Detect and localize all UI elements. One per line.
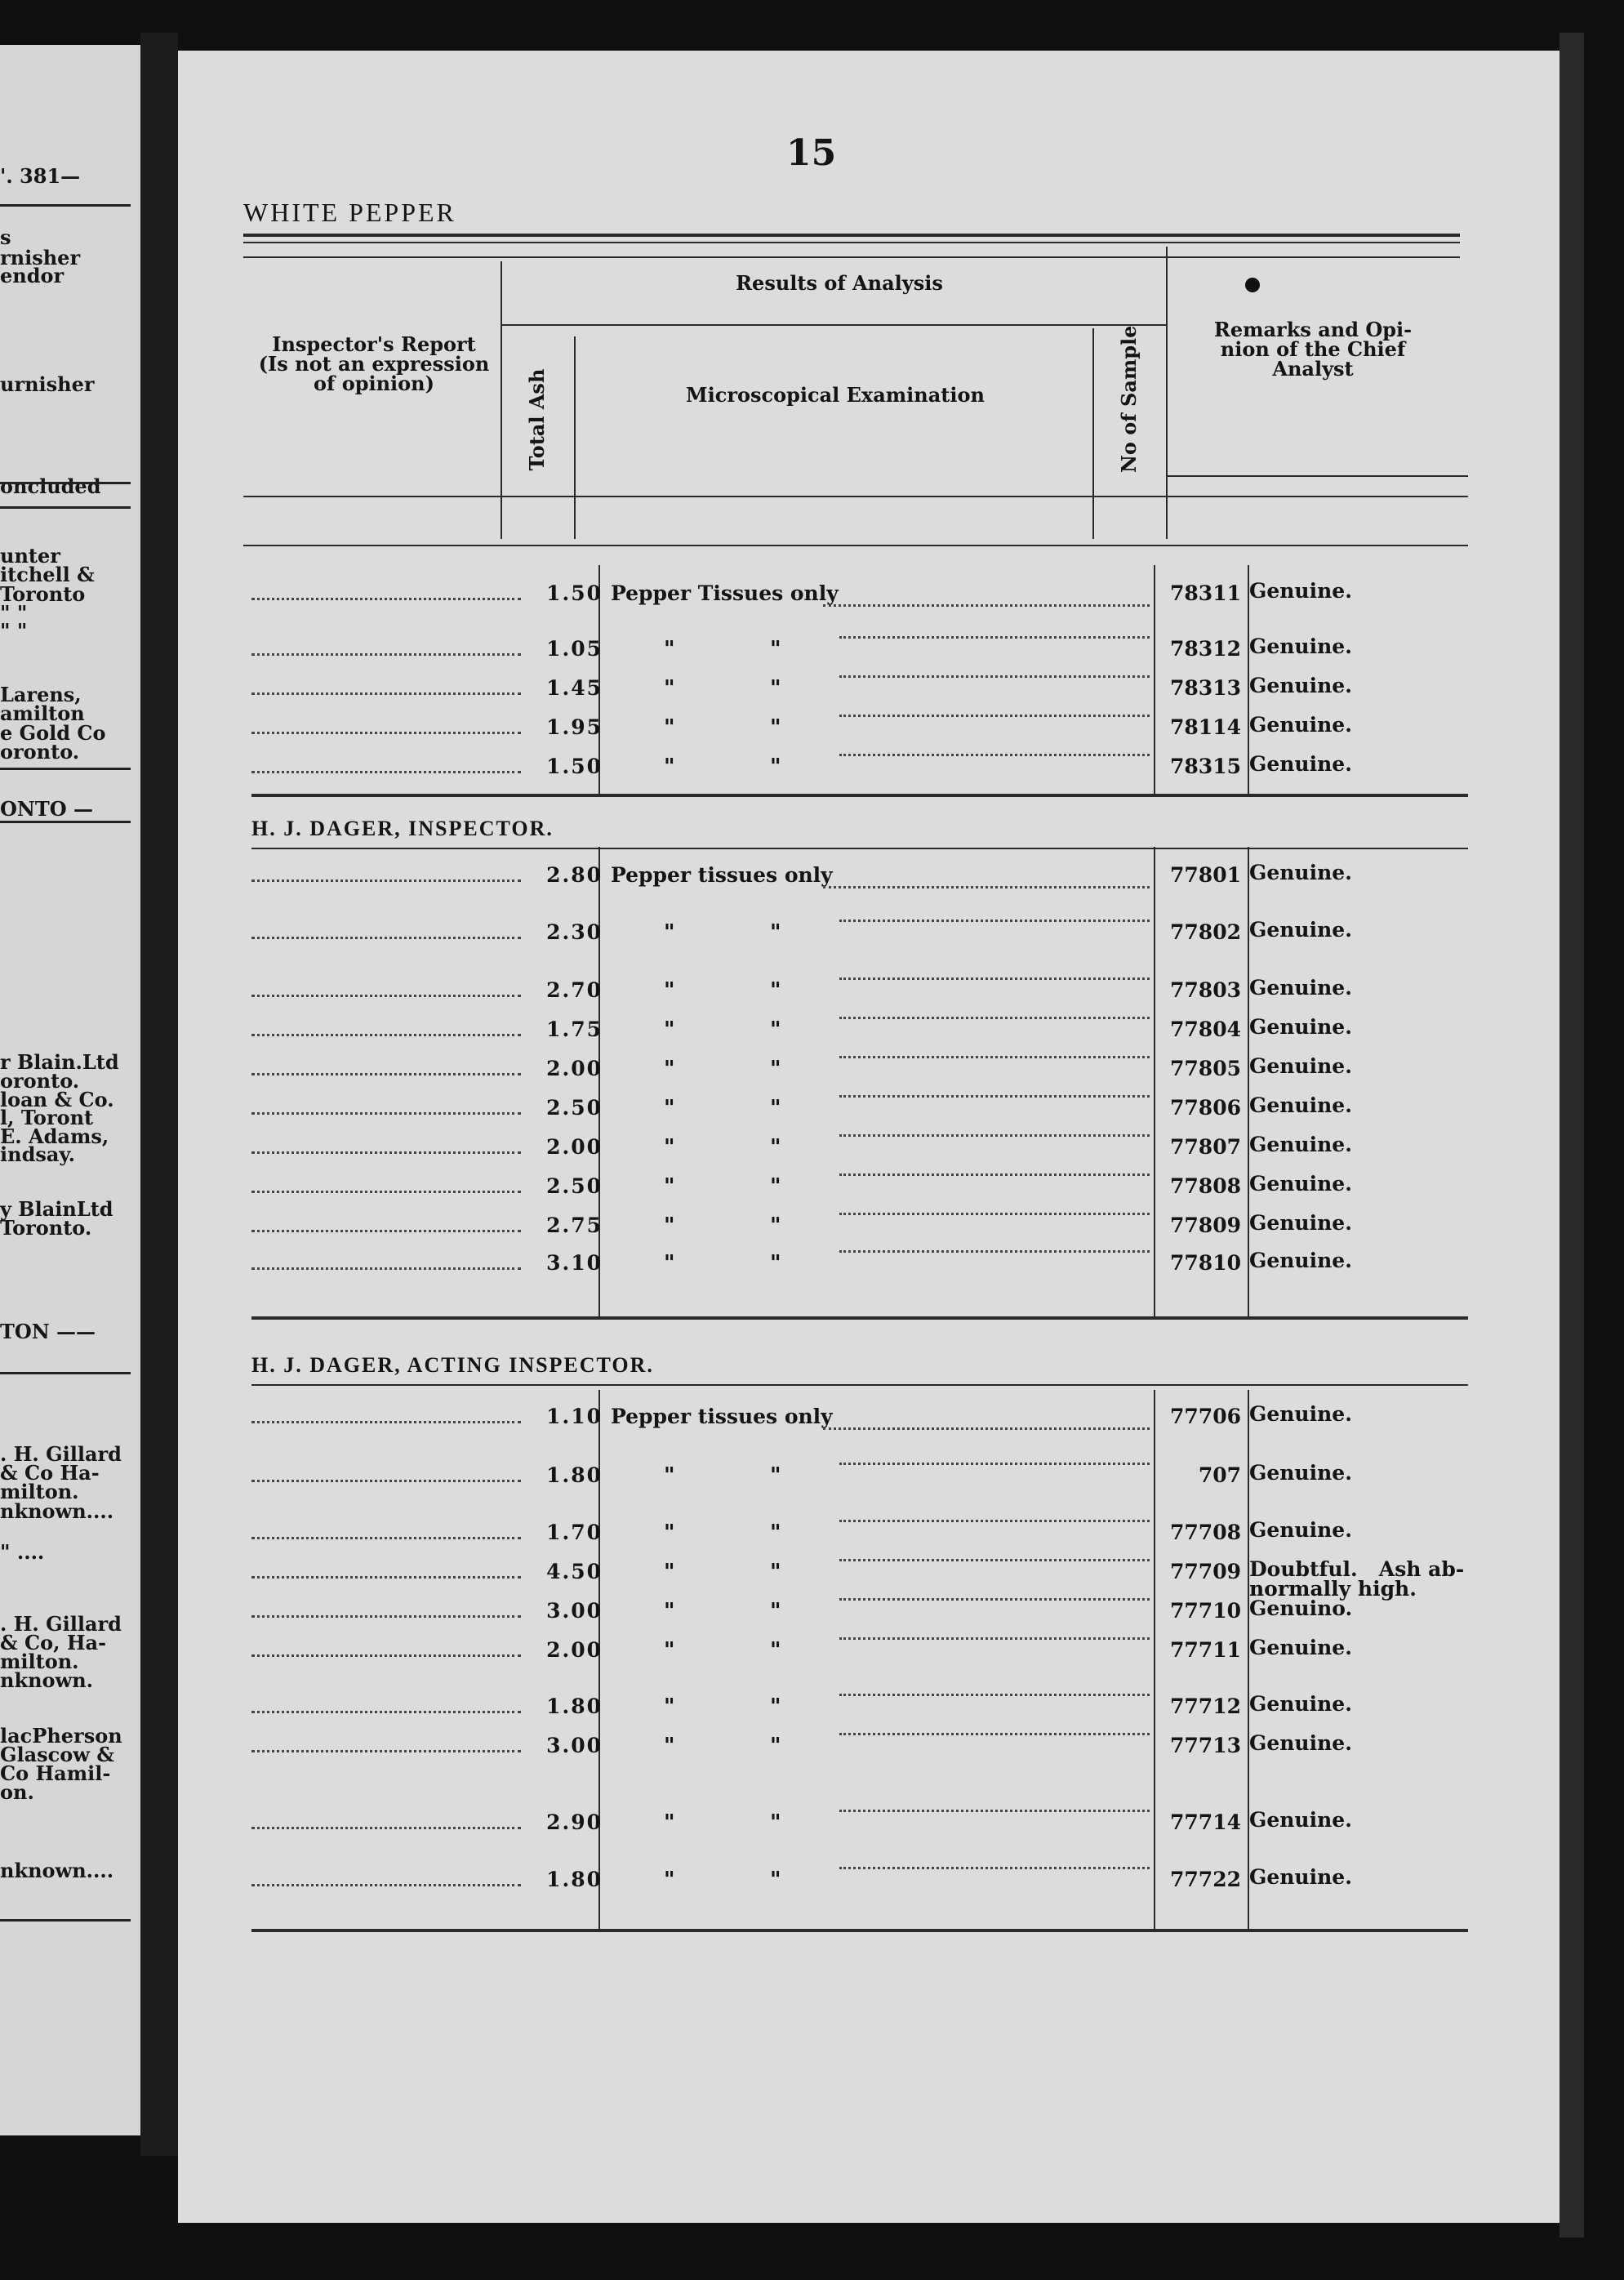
table-row — [178, 1638, 1559, 1663]
chief-analyst-remark: Genuine. — [1249, 713, 1352, 737]
table-row — [178, 1596, 1559, 1623]
left-page-line: nknown.... — [0, 1859, 114, 1882]
left-page-line: oronto. — [0, 740, 80, 764]
remarks-header — [1174, 320, 1452, 379]
ditto-mark: " — [770, 1734, 781, 1758]
table-row — [178, 1694, 1559, 1719]
inspector-report-leader — [251, 978, 521, 997]
leader-dots — [839, 1677, 1150, 1696]
inspector-report-leader — [251, 1251, 521, 1270]
inspector-report-leader — [251, 1174, 521, 1193]
ditto-mark: " — [770, 676, 781, 701]
sample-number: 77806 — [1170, 1096, 1241, 1120]
chief-analyst-remark: Genuine. — [1249, 1172, 1352, 1196]
total-ash-value: 1.80 — [546, 1694, 603, 1718]
inspector-report-leader — [251, 863, 521, 882]
results-rule — [502, 324, 1166, 326]
total-ash-value: 2.75 — [546, 1213, 603, 1237]
chief-analyst-remark: Genuine. — [1249, 674, 1352, 697]
total-ash-value: 1.45 — [546, 676, 603, 700]
inspector-report-leader — [251, 1638, 521, 1657]
ink-dot — [1245, 278, 1260, 292]
ditto-mark: " — [664, 1521, 675, 1545]
section-rule — [251, 1384, 1468, 1386]
ditto-mark: " — [664, 1868, 675, 1892]
sample-number: 78114 — [1170, 715, 1241, 739]
table-row — [178, 1015, 1559, 1042]
total-ash-value: 1.10 — [546, 1405, 603, 1428]
table-row — [178, 637, 1559, 661]
header-bottom-rule-2 — [243, 545, 1468, 546]
table-row — [178, 1810, 1559, 1835]
inspector-report-leader — [251, 1868, 521, 1886]
header-top-rule-3 — [243, 256, 1460, 258]
total-ash-value: 2.30 — [546, 920, 603, 944]
chief-analyst-remark: Genuine. — [1249, 1461, 1352, 1485]
ditto-mark: " — [770, 1096, 781, 1120]
left-page-line: . H. Gillard — [0, 1442, 122, 1466]
header-divider — [574, 336, 576, 539]
left-page-line: y BlainLtd — [0, 1197, 113, 1221]
total-ash-value: 2.00 — [546, 1057, 603, 1080]
ditto-mark: " — [664, 1213, 675, 1238]
chief-analyst-remark: Genuine. — [1249, 1054, 1352, 1078]
table-row — [178, 1402, 1559, 1429]
left-page-line: TON —— — [0, 1320, 96, 1343]
ditto-mark: " — [664, 676, 675, 701]
ditto-mark: " — [664, 1638, 675, 1663]
section-end-rule — [251, 1929, 1468, 1932]
leader-dots — [839, 961, 1150, 980]
leader-dots — [839, 1503, 1150, 1522]
chief-analyst-remark: Doubtful. Ash ab- normally high. — [1249, 1557, 1465, 1601]
chief-analyst-remark: Genuine. — [1249, 861, 1352, 884]
chief-analyst-remark: Genuine. — [1249, 1808, 1352, 1832]
ditto-mark: " — [664, 1018, 675, 1042]
header-top-rule-2 — [243, 242, 1460, 243]
ditto-mark: " — [664, 1734, 675, 1758]
page-edge — [1559, 33, 1584, 2238]
left-page-line: '. 381— — [0, 164, 81, 188]
inspector-report-leader — [251, 1810, 521, 1829]
total-ash-value: 3.00 — [546, 1734, 603, 1757]
left-page-line: on. — [0, 1780, 34, 1804]
header-text: (Is not an expression — [258, 352, 490, 376]
left-page-line: " .... — [0, 1540, 45, 1564]
left-page-line: " " — [0, 619, 28, 643]
leader-dots — [839, 659, 1150, 678]
sample-number: 77713 — [1170, 1734, 1241, 1757]
sample-number: 77722 — [1170, 1868, 1241, 1891]
table-row — [178, 1054, 1559, 1081]
left-page-rule — [0, 482, 131, 484]
total-ash-value: 1.50 — [546, 755, 603, 778]
microscopical-text: Pepper Tissues only — [611, 581, 839, 605]
ditto-mark: " — [770, 1694, 781, 1719]
chief-analyst-remark: Genuine. — [1249, 1731, 1352, 1755]
inspector-report-leader — [251, 1135, 521, 1154]
table-row — [178, 863, 1559, 888]
remarks-rule — [1168, 475, 1468, 477]
total-ash-value: 2.00 — [546, 1638, 603, 1662]
chief-analyst-remark: Genuine. — [1249, 635, 1352, 658]
table-row — [178, 978, 1559, 1003]
inspector-report-leader — [251, 1560, 521, 1579]
chief-analyst-remark: Genuine. — [1249, 1402, 1352, 1426]
inspector-report-leader — [251, 1599, 521, 1618]
sample-number: 707 — [1198, 1463, 1241, 1487]
ditto-mark: " — [770, 637, 781, 661]
ditto-mark: " — [664, 1810, 675, 1835]
ditto-mark: " — [770, 1638, 781, 1663]
total-ash-value: 1.80 — [546, 1868, 603, 1891]
left-page-line: . H. Gillard — [0, 1612, 122, 1636]
inspector-report-leader — [251, 1096, 521, 1115]
left-page-line: " " — [0, 601, 28, 625]
leader-dots — [839, 1000, 1150, 1019]
ditto-mark: " — [664, 1694, 675, 1719]
header-text: Analyst — [1272, 357, 1354, 381]
column-rule — [598, 847, 600, 1316]
leader-dots — [823, 1411, 1150, 1430]
ditto-mark: " — [770, 1018, 781, 1042]
ditto-mark: " — [664, 755, 675, 779]
total-ash-value: 2.80 — [546, 863, 603, 887]
section-end-rule — [251, 794, 1468, 797]
page-title: WHITE PEPPER — [243, 198, 456, 227]
table-row — [178, 1518, 1559, 1545]
left-page-line: ONTO — — [0, 797, 93, 821]
total-ash-value: 4.50 — [546, 1560, 603, 1583]
total-ash-value: 1.70 — [546, 1521, 603, 1544]
header-bottom-rule — [243, 496, 1468, 497]
ditto-mark: " — [770, 1057, 781, 1081]
inspector-report-leader — [251, 1521, 521, 1539]
leader-dots — [839, 1446, 1150, 1465]
left-page-line: lacPherson — [0, 1724, 122, 1748]
inspector-report-leader — [251, 920, 521, 939]
ditto-mark: " — [770, 1810, 781, 1835]
sample-number: 77809 — [1170, 1213, 1241, 1237]
sample-number: 78312 — [1170, 637, 1241, 661]
total-ash-value: 2.50 — [546, 1096, 603, 1120]
leader-dots — [839, 1717, 1150, 1735]
left-page-line: & Co, Ha- — [0, 1631, 107, 1654]
left-page-line: l, Toront — [0, 1106, 94, 1129]
left-page-line: & Co Ha- — [0, 1461, 100, 1485]
total-ash-value: 1.05 — [546, 637, 603, 661]
chief-analyst-remark: Genuine. — [1249, 1636, 1352, 1659]
total-ash-value: 1.95 — [546, 715, 603, 739]
ditto-mark: " — [664, 637, 675, 661]
leader-dots — [823, 870, 1150, 888]
sample-number: 77708 — [1170, 1521, 1241, 1544]
ditto-mark: " — [770, 1213, 781, 1238]
sample-no-header: No of Sample — [1117, 325, 1141, 473]
left-page-line: E. Adams, — [0, 1124, 109, 1148]
left-page-line: e Gold Co — [0, 721, 106, 745]
ditto-mark: " — [770, 1521, 781, 1545]
header-text: Inspector's Report — [272, 332, 476, 356]
sample-number: 77803 — [1170, 978, 1241, 1002]
inspector-report-leader — [251, 755, 521, 773]
microscopical-examination — [611, 1405, 1150, 1428]
sample-number: 77805 — [1170, 1057, 1241, 1080]
section-heading: H. J. DAGER, INSPECTOR. — [251, 817, 554, 840]
results-header: Results of Analysis — [736, 271, 943, 295]
chief-analyst-remark: Genuine. — [1249, 1692, 1352, 1716]
total-ash-value: 1.75 — [546, 1018, 603, 1041]
left-page-line: indsay. — [0, 1142, 75, 1166]
header-top-rule — [243, 234, 1460, 237]
ditto-mark: " — [664, 1096, 675, 1120]
left-page-line: urnisher — [0, 372, 95, 396]
left-page-rule — [0, 204, 131, 207]
table-row — [178, 715, 1559, 740]
sample-number: 78315 — [1170, 755, 1241, 778]
ditto-mark: " — [664, 1599, 675, 1623]
left-page-line: loan & Co. — [0, 1088, 114, 1111]
sample-number: 78311 — [1170, 581, 1241, 605]
ditto-mark: " — [664, 1135, 675, 1160]
leader-dots — [839, 903, 1150, 922]
ditto-mark: " — [770, 715, 781, 740]
table-row — [178, 920, 1559, 945]
ditto-mark: " — [770, 1599, 781, 1623]
chief-analyst-remark: Genuine. — [1249, 1015, 1352, 1039]
section-rule — [251, 848, 1468, 849]
chief-analyst-remark: Genuine. — [1249, 1211, 1352, 1235]
ditto-mark: " — [770, 1135, 781, 1160]
leader-dots — [839, 737, 1150, 756]
left-page-rule — [0, 1372, 131, 1374]
left-page-rule — [0, 768, 131, 770]
left-page-rule — [0, 1919, 131, 1922]
leader-dots — [839, 1196, 1150, 1215]
left-page-line: Toronto. — [0, 1216, 92, 1240]
ditto-mark: " — [664, 1174, 675, 1199]
inspector-report-leader — [251, 1213, 521, 1232]
total-ash-header: Total Ash — [525, 368, 549, 471]
left-page-line: oronto. — [0, 1069, 80, 1093]
total-ash-value: 2.50 — [546, 1174, 603, 1198]
header-divider — [501, 261, 502, 539]
sample-number: 77807 — [1170, 1135, 1241, 1159]
table-row — [178, 1557, 1559, 1601]
left-page-line: r Blain.Ltd — [0, 1050, 119, 1074]
table-row — [178, 1865, 1559, 1892]
ditto-mark: " — [770, 1868, 781, 1892]
ditto-mark: " — [664, 920, 675, 945]
sample-number: 77712 — [1170, 1694, 1241, 1718]
table-row — [178, 1463, 1559, 1488]
leader-dots — [839, 1793, 1150, 1812]
left-page-line: oncluded — [0, 474, 101, 498]
left-page-line: amilton — [0, 701, 85, 725]
ditto-mark: " — [664, 1251, 675, 1276]
header-divider — [1092, 328, 1094, 539]
chief-analyst-remark: Genuino. — [1249, 1596, 1353, 1620]
ditto-mark: " — [770, 755, 781, 779]
chief-analyst-remark: Genuine. — [1249, 752, 1352, 776]
microscopical-examination — [611, 581, 1150, 605]
leader-dots — [823, 588, 1150, 607]
leader-dots — [839, 1118, 1150, 1137]
left-facing-page — [0, 45, 140, 2135]
ditto-mark: " — [664, 1463, 675, 1488]
inspector-report-leader — [251, 1734, 521, 1752]
chief-analyst-remark: Genuine. — [1249, 1249, 1352, 1272]
table-row — [178, 1174, 1559, 1199]
ditto-mark: " — [664, 1560, 675, 1584]
left-page-line: Toronto — [0, 582, 86, 606]
leader-dots — [839, 1079, 1150, 1098]
sample-number: 77804 — [1170, 1018, 1241, 1041]
table-row — [178, 1251, 1559, 1276]
total-ash-value: 2.00 — [546, 1135, 603, 1159]
left-page-line: Co Hamil- — [0, 1761, 111, 1785]
inspector-report-leader — [251, 1694, 521, 1713]
inspector-report-leader — [251, 715, 521, 734]
inspector-report-leader — [251, 637, 521, 656]
leader-dots — [839, 698, 1150, 717]
leader-dots — [839, 1850, 1150, 1869]
ditto-mark: " — [770, 1251, 781, 1276]
ditto-mark: " — [770, 1463, 781, 1488]
ditto-mark: " — [664, 715, 675, 740]
sample-number: 77706 — [1170, 1405, 1241, 1428]
total-ash-value: 3.10 — [546, 1251, 603, 1275]
sample-number: 77808 — [1170, 1174, 1241, 1198]
document-page — [178, 51, 1559, 2223]
sample-number: 77801 — [1170, 863, 1241, 887]
left-page-line: milton. — [0, 1650, 79, 1673]
microscopical-text: Pepper tissues only — [611, 1405, 833, 1428]
leader-dots — [839, 1543, 1150, 1561]
chief-analyst-remark: Genuine. — [1249, 1133, 1352, 1156]
header-text: Remarks and Opi- — [1213, 318, 1413, 341]
chief-analyst-remark: Genuine. — [1249, 1865, 1352, 1889]
ditto-mark: " — [664, 1057, 675, 1081]
ditto-mark: " — [770, 978, 781, 1003]
section-heading: H. J. DAGER, ACTING INSPECTOR. — [251, 1353, 654, 1377]
left-page-rule — [0, 506, 131, 509]
sample-number: 77710 — [1170, 1599, 1241, 1623]
leader-dots — [839, 1234, 1150, 1253]
inspector-report-header — [251, 332, 496, 395]
left-page-rule — [0, 821, 131, 823]
left-page-line: s — [0, 225, 11, 249]
sample-number: 77709 — [1170, 1560, 1241, 1583]
left-page-line: Glascow & — [0, 1743, 114, 1766]
chief-analyst-remark: Genuine. — [1249, 1093, 1352, 1117]
inspector-report-leader — [251, 581, 521, 600]
leader-dots — [839, 1040, 1150, 1058]
total-ash-value: 3.00 — [546, 1599, 603, 1623]
chief-analyst-remark: Genuine. — [1249, 1518, 1352, 1542]
sample-number: 77802 — [1170, 920, 1241, 944]
total-ash-value: 2.70 — [546, 978, 603, 1002]
total-ash-value: 1.50 — [546, 581, 603, 605]
page-gutter — [140, 33, 178, 2156]
ditto-mark: " — [770, 920, 781, 945]
total-ash-value: 2.90 — [546, 1810, 603, 1834]
chief-analyst-remark: Genuine. — [1249, 918, 1352, 942]
chief-analyst-remark: Genuine. — [1249, 976, 1352, 1000]
microscopical-text: Pepper tissues only — [611, 863, 833, 887]
left-page-line: endor — [0, 264, 65, 287]
header-text: nion of the Chief — [1220, 337, 1406, 361]
sample-number: 77810 — [1170, 1251, 1241, 1275]
ditto-mark: " — [770, 1560, 781, 1584]
section-end-rule — [251, 1316, 1468, 1320]
inspector-report-leader — [251, 1405, 521, 1423]
leader-dots — [839, 1157, 1150, 1176]
left-page-line: nknown. — [0, 1668, 93, 1692]
ditto-mark: " — [664, 978, 675, 1003]
table-row — [178, 1135, 1559, 1160]
total-ash-value: 1.80 — [546, 1463, 603, 1487]
column-rule — [1154, 847, 1155, 1316]
leader-dots — [839, 1621, 1150, 1640]
left-page-line: milton. — [0, 1480, 79, 1503]
left-page-line: rnisher — [0, 246, 81, 269]
table-row — [178, 1731, 1559, 1758]
table-row — [178, 676, 1559, 701]
sample-number: 77714 — [1170, 1810, 1241, 1834]
leader-dots — [839, 1582, 1150, 1601]
sample-number: 78313 — [1170, 676, 1241, 700]
left-page-line: nknown.... — [0, 1499, 114, 1523]
inspector-report-leader — [251, 1463, 521, 1482]
leader-dots — [839, 620, 1150, 639]
inspector-report-leader — [251, 676, 521, 695]
header-text: of opinion) — [314, 372, 434, 395]
page-number: 15 — [786, 132, 837, 174]
left-page-line: itchell & — [0, 563, 95, 586]
table-row — [178, 1093, 1559, 1120]
sample-number: 77711 — [1170, 1638, 1241, 1662]
inspector-report-leader — [251, 1057, 521, 1075]
microscopical-examination — [611, 863, 1150, 887]
table-row — [178, 581, 1559, 606]
left-page-line: unter — [0, 544, 60, 568]
left-page-line: Larens, — [0, 683, 82, 706]
table-row — [178, 752, 1559, 779]
microscopical-header: Microscopical Examination — [686, 383, 985, 407]
chief-analyst-remark: Genuine. — [1249, 579, 1352, 603]
inspector-report-leader — [251, 1018, 521, 1036]
ditto-mark: " — [770, 1174, 781, 1199]
